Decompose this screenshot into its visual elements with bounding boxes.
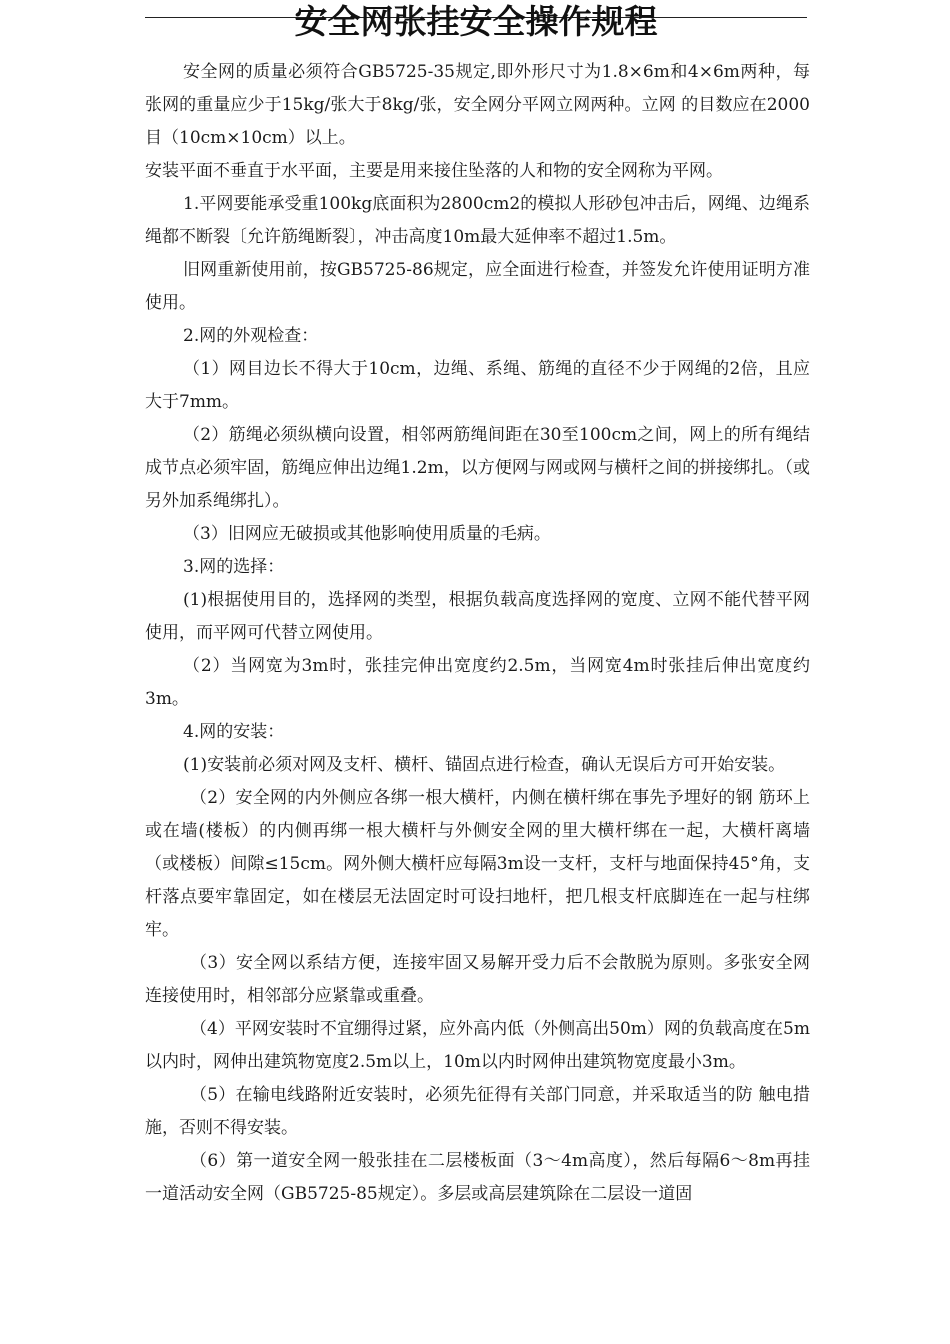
heading-net-installation: 4.网的安装： <box>183 722 285 742</box>
paragraph-old-net: 旧网重新使用前，按GB5725-86规定，应全面进行检查，并签发允许使用证明方准使用。 <box>145 260 810 313</box>
paragraph-install-2: （2）安全网的内外侧应各绑一根大横杆，内侧在横杆绑在事先予埋好的钢 筋环上或在墙(楼板）的内侧再绑一根大横杆与外侧安全网的里大横杆绑在一起，大横杆离墙（或楼板）间隙≤15cm。网外侧大横杆应每隔3m设一支杆，支杆与地面保持45°角，支杆落点要牢靠固定，如在楼层无法固定时可设扫地杆，把几根支杆底脚连在一起与柱绑牢。 <box>145 788 810 940</box>
paragraph-install-4: （4）平网安装时不宜绷得过紧，应外高内低（外侧高出50m）网的负载高度在5m以内时，网伸出建筑物宽度2.5m以上，10m以内时网伸出建筑物宽度最小3m。 <box>145 1019 810 1072</box>
paragraph-install-6: （6）第一道安全网一般张挂在二层楼板面（3〜4m高度），然后每隔6〜8m再挂一道活动安全网（GB5725-85规定）。多层或高层建筑除在二层设一道固 <box>145 1151 810 1204</box>
paragraph-install-3: （3）安全网以系结方便，连接牢固又易解开受力后不会散脱为原则。多张安全网连接使用时，相邻部分应紧靠或重叠。 <box>145 953 810 1006</box>
paragraph-install-1: (1)安装前必须对网及支杆、横杆、锚固点进行检查，确认无误后方可开始安装。 <box>183 755 786 775</box>
heading-appearance-check: 2.网的外观检查： <box>183 326 319 346</box>
paragraph-appearance-2: （2）筋绳必须纵横向设置，相邻两筋绳间距在30至100cm之间，网上的所有绳结成节点必须牢固，筋绳应伸出边绳1.2m，以方便网与网或网与横杆之间的拼接绑扎。（或另外加系绳绑扎）。 <box>145 425 810 511</box>
document-body <box>145 56 810 1211</box>
paragraph-appearance-1: （1）网目边长不得大于10cm，边绳、系绳、筋绳的直径不少于网绳的2倍，且应大于7mm。 <box>145 359 810 412</box>
paragraph-item-1: 1.平网要能承受重100kg底面积为2800cm2的模拟人形砂包冲击后，网绳、边绳系绳都不断裂〔允许筋绳断裂〕，冲击高度10m最大延伸率不超过1.5m。 <box>145 194 810 247</box>
document-title: 安全网张挂安全操作规程 <box>294 2 658 41</box>
paragraph-quality: 安全网的质量必须符合GB5725-35规定,即外形尺寸为1.8×6m和4×6m两种，每张网的重量应少于15kg/张大于8kg/张，安全网分平网立网两种。立网 的目数应在2000目（10cm×10cm）以上。 <box>145 62 810 148</box>
paragraph-selection-1: (1)根据使用目的，选择网的类型，根据负载高度选择网的宽度、立网不能代替平网使用，而平网可代替立网使用。 <box>145 590 810 643</box>
paragraph-install-5: （5）在输电线路附近安装时，必须先征得有关部门同意，并采取适当的防 触电措施，否则不得安装。 <box>145 1085 810 1138</box>
paragraph-flat-net-definition: 安装平面不垂直于水平面，主要是用来接住坠落的人和物的安全网称为平网。 <box>145 161 723 181</box>
paragraph-selection-2: （2）当网宽为3m时，张挂完伸出宽度约2.5m，当网宽4m时张挂后伸出宽度约3m。 <box>145 656 810 709</box>
paragraph-appearance-3: （3）旧网应无破损或其他影响使用质量的毛病。 <box>183 524 551 544</box>
heading-net-selection: 3.网的选择： <box>183 557 285 577</box>
